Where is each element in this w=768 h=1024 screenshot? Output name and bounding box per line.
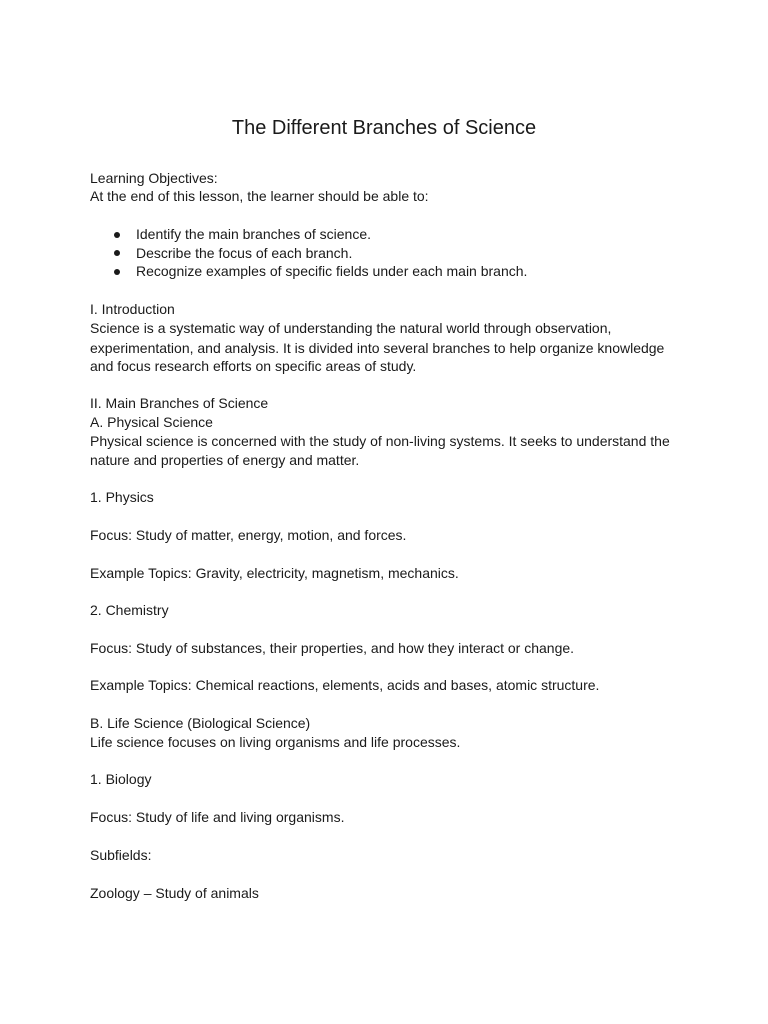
chemistry-focus: Focus: Study of substances, their properties, and how they interact or change. (90, 639, 575, 656)
zoology-line: Zoology – Study of animals (90, 884, 259, 901)
physics-focus: Focus: Study of matter, energy, motion, and forces. (90, 527, 407, 543)
life-science-heading: B. Life Science (Biological Science) (90, 714, 311, 731)
physical-science-heading: A. Physical Science (90, 413, 213, 430)
page-title: The Different Branches of Science (231, 117, 537, 139)
main-branches-heading: II. Main Branches of Science (90, 394, 269, 411)
objective-text: Identify the main branches of science. (136, 226, 372, 242)
physical-science-line: nature and properties of energy and matter. (90, 452, 360, 468)
objectives-heading: Learning Objectives: (90, 169, 218, 186)
bullet-icon (114, 232, 120, 238)
physics-examples: Example Topics: Gravity, electricity, magnetism, mechanics. (90, 564, 459, 581)
chemistry-examples: Example Topics: Chemical reactions, elements, acids and bases, atomic structure. (90, 677, 600, 693)
bullet-icon (114, 269, 120, 275)
biology-focus: Focus: Study of life and living organisms. (90, 808, 345, 825)
introduction-heading: I. Introduction (90, 300, 175, 317)
introduction-line: experimentation, and analysis. It is divided into several branches to help organize knowledge (90, 339, 665, 356)
objectives-intro: At the end of this lesson, the learner should be able to: (90, 188, 429, 204)
chemistry-heading: 2. Chemistry (90, 601, 169, 618)
biology-heading: 1. Biology (90, 771, 152, 787)
objective-text: Recognize examples of specific fields under each main branch. (136, 263, 528, 279)
life-science-line: Life science focuses on living organisms and life processes. (90, 734, 461, 750)
physical-science-line: Physical science is concerned with the study of non-living systems. It seeks to understand the (90, 433, 670, 449)
introduction-line: and focus research efforts on specific areas of study. (90, 358, 417, 374)
objective-text: Describe the focus of each branch. (136, 244, 353, 261)
physics-heading: 1. Physics (90, 489, 154, 505)
bullet-icon (114, 250, 120, 256)
introduction-line: Science is a systematic way of understanding the natural world through observation, (90, 319, 612, 336)
subfields-heading: Subfields: (90, 847, 152, 863)
